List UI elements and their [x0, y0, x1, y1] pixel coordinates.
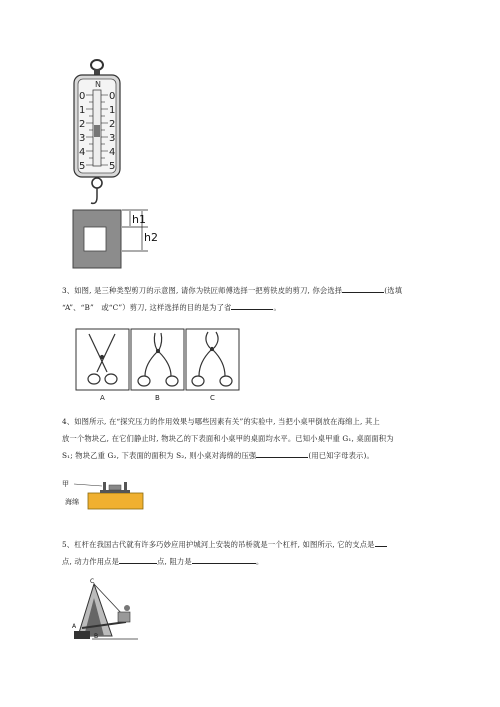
q4-text: 放一个物块乙, 在它们静止时, 物块乙的下表面和小桌甲的桌面均水平。已知小桌甲重 G₁, 桌面面积为 — [62, 434, 394, 443]
scale-number-right: 3 — [109, 133, 116, 144]
spring-scale-figure — [60, 55, 170, 270]
label-b: B — [94, 633, 99, 640]
label-a: A — [72, 623, 77, 630]
scale-number-left: 1 — [79, 105, 86, 116]
q4-text: 4、如图所示, 在“探究压力的作用效果与哪些因素有关”的实验中, 当把小桌甲倒放在海绵上, 其上 — [62, 417, 380, 426]
drawbridge-figure — [72, 576, 142, 640]
q5-text: 。 — [255, 557, 264, 566]
q3-text: 。 — [273, 303, 281, 312]
scale-number-left: 4 — [79, 147, 86, 158]
scale-number-left: 3 — [79, 133, 86, 144]
question-5 — [62, 536, 462, 570]
q5-text: 点, 动力作用点是 — [62, 557, 120, 566]
q4-blank[interactable] — [256, 449, 308, 458]
q5-blank-3[interactable] — [192, 555, 256, 564]
q5-text: 5、杠杆在我国古代就有许多巧妙应用护城河上安装的吊桥就是一个杠杆, 如图所示, 它的支点是 — [62, 540, 375, 549]
scale-top-label: N — [95, 80, 101, 89]
q5-blank-2[interactable] — [119, 555, 157, 564]
q3-blank-2[interactable] — [231, 301, 273, 310]
scale-number-right: 1 — [109, 105, 116, 116]
scale-number-right: 4 — [109, 147, 116, 158]
option-b-label: B — [155, 394, 160, 402]
q5-blank-1[interactable] — [375, 538, 387, 547]
label-jia: 甲 — [62, 480, 69, 488]
q5-text: 点, 阻力是 — [157, 557, 192, 566]
scale-number-right: 2 — [109, 119, 116, 130]
q3-text: “A”、“B” 或“C”）剪刀, 这样选择的目的是为了省 — [62, 303, 232, 312]
q3-text: (选填 — [384, 286, 403, 295]
scale-number-right: 0 — [109, 91, 116, 102]
q4-text: S₁; 物块乙重 G₂, 下表面的面积为 S₂, 则小桌对海绵的压强 — [62, 451, 257, 460]
label-sponge: 海绵 — [65, 498, 79, 506]
scissors-figure — [75, 328, 241, 403]
h1-label: h1 — [132, 213, 146, 226]
question-4 — [62, 413, 462, 464]
q3-blank-1[interactable] — [342, 284, 384, 293]
option-c-label: C — [210, 394, 215, 402]
q3-text: 3、如图, 是三种类型剪刀的示意图, 请你为铁匠师傅选择一把剪铁皮的剪刀, 你会选择 — [62, 286, 343, 295]
option-a-label: A — [100, 394, 105, 402]
q4-text: (用已知字母表示)。 — [308, 451, 374, 460]
scale-number-right: 5 — [109, 161, 116, 172]
question-3 — [62, 282, 462, 316]
sponge-table-figure — [60, 477, 150, 513]
scale-number-left: 2 — [79, 119, 86, 130]
label-c: C — [90, 578, 95, 585]
h2-label: h2 — [144, 231, 158, 244]
scale-number-left: 0 — [79, 91, 86, 102]
scale-number-left: 5 — [79, 161, 86, 172]
